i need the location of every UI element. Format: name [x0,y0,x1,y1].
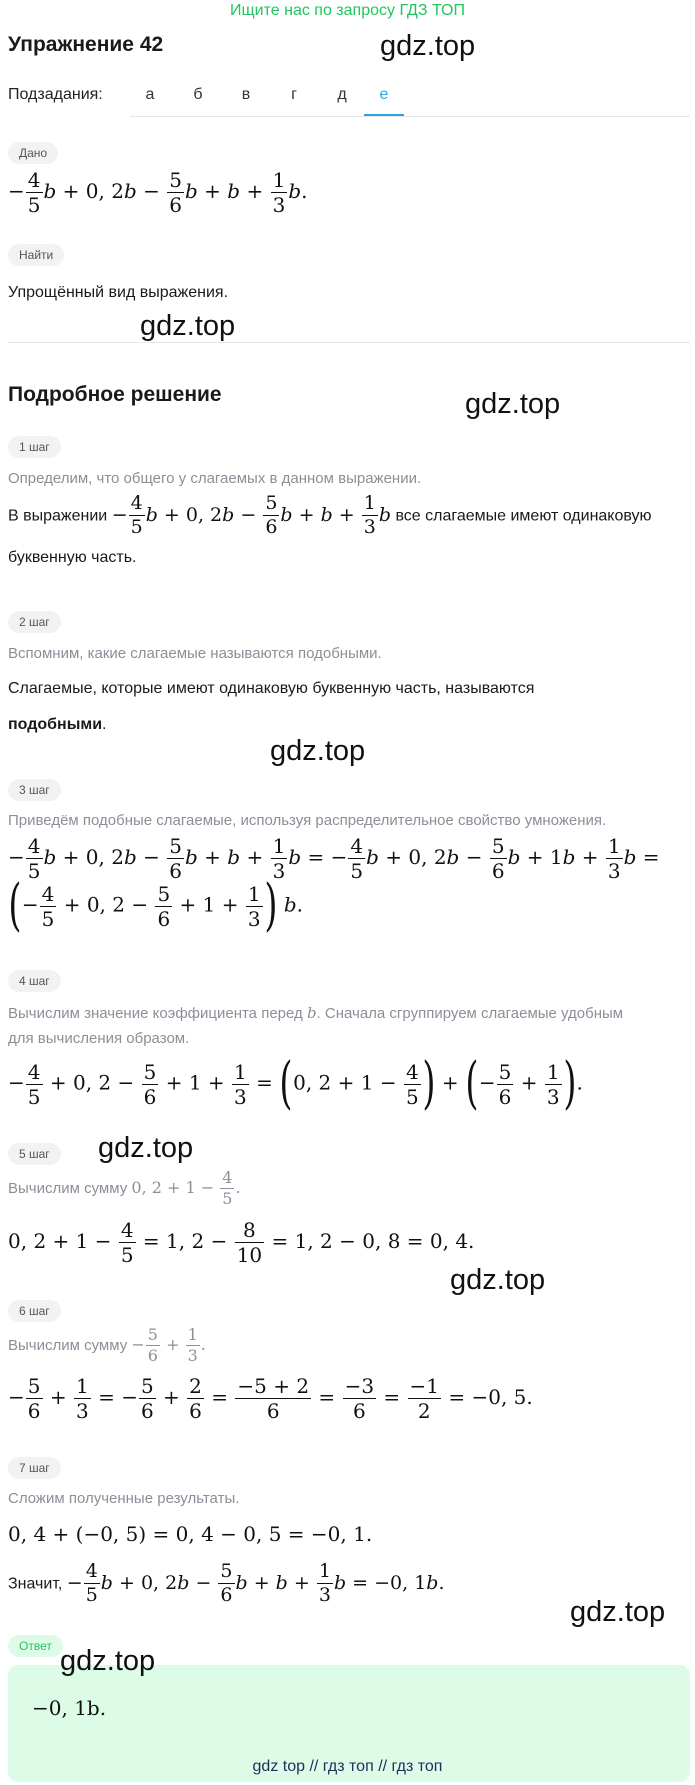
watermark: gdz.top [465,388,561,420]
step-1-hint: Определим, что общего у слагаемых в данном выражении. [8,470,422,487]
watermark: gdz.top [140,310,236,342]
step-1-chip: 1 шаг [8,436,61,458]
answer-value: −0, 1b. [32,1696,107,1720]
step-7-chip: 7 шаг [8,1457,61,1479]
step-7-hint: Сложим полученные результаты. [8,1490,240,1507]
step-6-expression: − $\frac{5}{6}$ + $\frac{1}{3}$ = − $\frac{5}{6}$ + $\frac{2}{6}$ = $\frac{-5 + 2}{6}$ = $\frac{-3}{6}$ = $\frac{-1}{2}$ = −0, 5. [8,1374,533,1423]
step-7-conclusion: Значит, − $\frac{4}{5}$ b + 0, 2b − $\frac{5}{6}$ b + b + $\frac{1}{3}$ b = −0, 1b. [8,1560,445,1606]
tab-d[interactable]: д [337,86,347,103]
subtask-tabs [130,80,690,117]
find-chip: Найти [8,244,64,266]
watermark: gdz.top [380,30,476,62]
subtasks-label: Подзадания: [8,86,103,103]
tab-a[interactable]: а [145,86,155,103]
step-1-text: В выражении − $\frac{4}{5}$ b + 0, 2b − $\frac{5}{6}$ b + b + $\frac{1}{3}$ b все слагаемые имеют одинаковую [8,492,652,538]
step-4-chip: 4 шаг [8,970,61,992]
watermark: gdz.top [270,735,366,767]
step-3-expression-line1: − $\frac{4}{5}$ b + 0, 2b − $\frac{5}{6}$ b + b + $\frac{1}{3}$ b = − $\frac{4}{5}$ b + 0, 2b − $\frac{5}{6}$ b + 1b + $\frac{1}{3}$ b = [8,834,660,883]
step-2-chip: 2 шаг [8,611,61,633]
step-5-chip: 5 шаг [8,1143,61,1165]
step-6-chip: 6 шаг [8,1300,61,1322]
step-3-hint: Приведём подобные слагаемые, используя распределительное свойство умножения. [8,812,607,829]
step-7-expression: 0, 4 + (−0, 5) = 0, 4 − 0, 5 = −0, 1. [8,1522,373,1546]
watermark: gdz.top [98,1132,194,1164]
top-banner[interactable]: Ищите нас по запросу ГДЗ ТОП [230,2,465,19]
divider [8,342,690,343]
watermark: gdz.top [450,1264,546,1296]
page-title: Упражнение 42 [8,33,164,56]
given-expression: − $\frac{4}{5}$ b + 0, 2b − $\frac{5}{6}$ b + b + $\frac{1}{3}$ b. [8,168,308,217]
step-3-chip: 3 шаг [8,779,61,801]
step-2-definition: подобными. [8,716,107,733]
step-2-text: Слагаемые, которые имеют одинаковую буквенную часть, называются [8,680,535,697]
tab-v[interactable]: в [241,86,251,103]
footer-links[interactable]: gdz top // гдз топ // гдз топ [252,1758,443,1775]
watermark: gdz.top [570,1596,666,1628]
step-1-text-line2: буквенную часть. [8,549,137,566]
step-6-hint: Вычислим сумму − $\frac{5}{6}$ + $\frac{1}{3}$ . [8,1325,206,1365]
answer-chip: Ответ [8,1635,63,1657]
step-4-hint-line2: для вычисления образом. [8,1030,190,1047]
step-3-expression-line2: (− $\frac{4}{5}$ + 0, 2 − $\frac{5}{6}$ + 1 + $\frac{1}{3}$ ) b. [8,873,303,938]
find-text: Упрощённый вид выражения. [8,284,229,301]
solution-heading: Подробное решение [8,383,222,406]
step-2-hint: Вспомним, какие слагаемые называются подобными. [8,645,382,662]
given-chip: Дано [8,142,58,164]
step-5-hint: Вычислим сумму 0, 2 + 1 − $\frac{4}{5}$ . [8,1168,241,1208]
step-4-expression: − $\frac{4}{5}$ + 0, 2 − $\frac{5}{6}$ + 1 + $\frac{1}{3}$ = (0, 2 + 1 − $\frac{4}{5}$ ) + (− $\frac{5}{6}$ + $\frac{1}{3}$ ). [8,1051,583,1116]
tab-b[interactable]: б [193,86,203,103]
tab-g[interactable]: г [291,86,297,103]
tab-e[interactable]: е [364,86,404,116]
step-4-hint: Вычислим значение коэффициента перед b. Сначала сгруппируем слагаемые удобным [8,1004,624,1022]
step-5-expression: 0, 2 + 1 − $\frac{4}{5}$ = 1, 2 − $\frac{8}{10}$ = 1, 2 − 0, 8 = 0, 4. [8,1218,475,1267]
watermark: gdz.top [60,1645,156,1677]
